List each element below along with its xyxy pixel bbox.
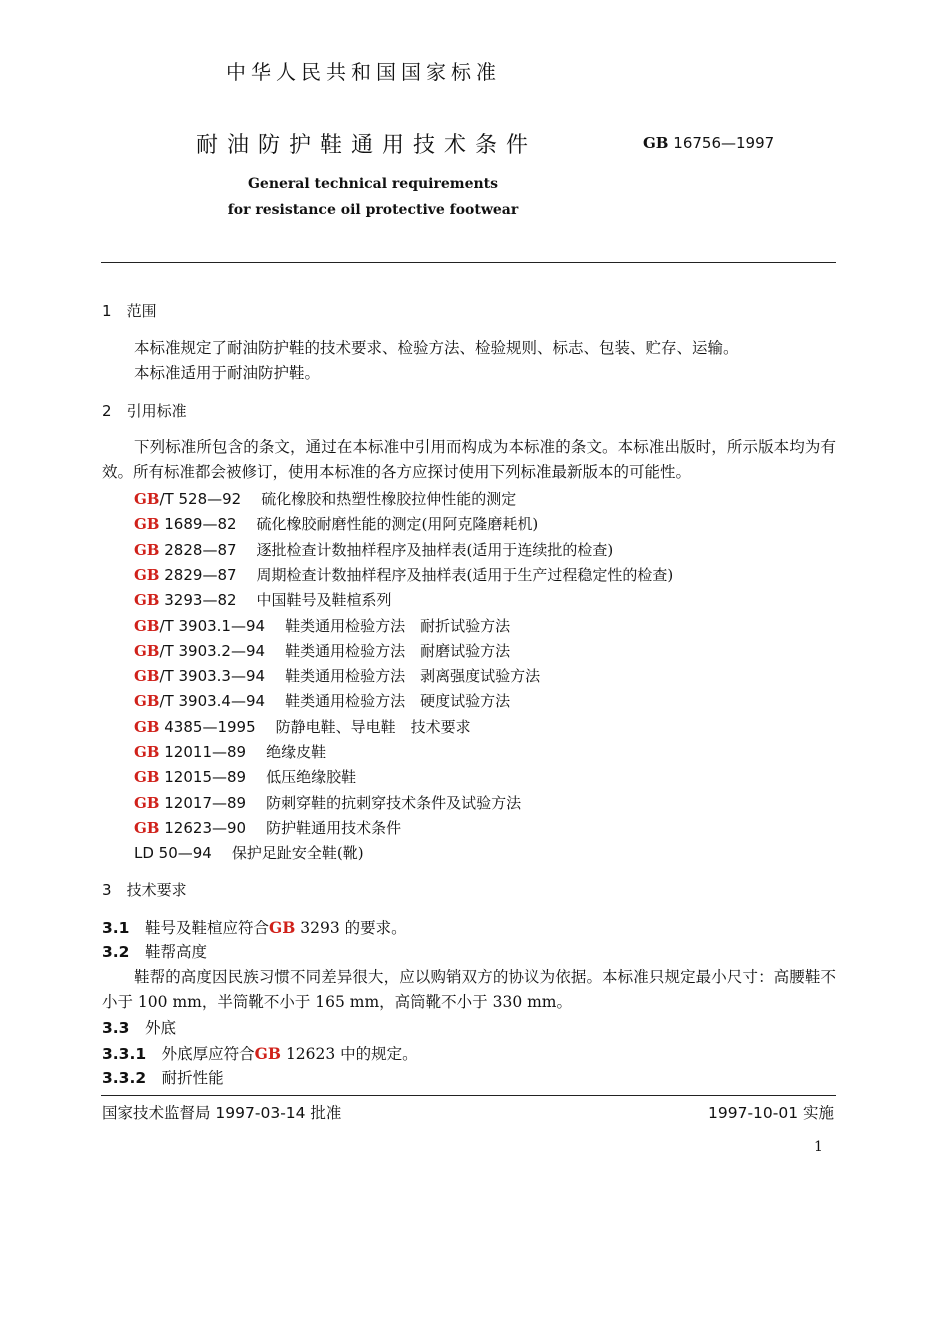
reference-code: /T 3903.1—94 xyxy=(159,616,266,635)
reference-code: /T 3903.2—94 xyxy=(159,641,266,660)
reference-prefix: GB xyxy=(134,540,160,559)
section-3-title: 技术要求 xyxy=(126,881,187,899)
reference-item xyxy=(134,488,516,509)
clause-3-3-title: 外底 xyxy=(144,1019,176,1037)
reference-prefix: GB xyxy=(134,717,160,736)
page-number: 1 xyxy=(814,1139,823,1155)
reference-title: 鞋类通用检验方法 硬度试验方法 xyxy=(285,692,511,711)
clause-3-1-text-before: 鞋号及鞋楦应符合 xyxy=(144,919,269,937)
standard-code xyxy=(643,134,774,152)
reference-prefix: GB xyxy=(134,565,160,584)
section-2-heading xyxy=(102,400,187,421)
reference-code: 2828—87 xyxy=(159,540,237,559)
clause-3-2-number: 3.2 xyxy=(102,943,130,961)
clause-3-3-number: 3.3 xyxy=(102,1019,130,1037)
reference-prefix: GB xyxy=(134,793,160,812)
reference-prefix: GB xyxy=(134,515,160,534)
clause-3-2-title: 鞋帮高度 xyxy=(144,943,207,961)
reference-item xyxy=(134,513,538,534)
reference-title: 绝缘皮鞋 xyxy=(266,743,327,761)
document-title: 耐油防护鞋通用技术条件 xyxy=(196,133,538,158)
reference-code: /T 3903.3—94 xyxy=(159,667,266,686)
reference-prefix: GB xyxy=(134,818,160,837)
reference-code: 2829—87 xyxy=(159,565,237,584)
clause-3-3-1 xyxy=(102,1041,418,1067)
reference-prefix: GB xyxy=(134,490,160,508)
clause-3-1-number: 3.1 xyxy=(102,919,130,937)
clause-3-3-1-text-after: 12623 中的规定。 xyxy=(281,1045,418,1063)
clause-3-2 xyxy=(102,940,207,965)
reference-title: 逐批检查计数抽样程序及抽样表(适用于连续批的检查) xyxy=(256,540,614,559)
reference-prefix: GB xyxy=(134,616,160,635)
reference-code: 12015—89 xyxy=(159,768,247,787)
reference-title: 防刺穿鞋的抗刺穿技术条件及试验方法 xyxy=(266,793,522,812)
reference-item xyxy=(134,792,521,813)
section-1-paragraph-1: 本标准规定了耐油防护鞋的技术要求、检验方法、检验规则、标志、包装、贮存、运输。 xyxy=(134,339,739,357)
reference-item xyxy=(134,615,510,636)
reference-title: 硫化橡胶耐磨性能的测定(用阿克隆磨耗机) xyxy=(256,515,539,534)
reference-prefix: GB xyxy=(134,743,160,761)
section-2-intro: 下列标准所包含的条文，通过在本标准中引用而构成为本标准的条文。本标准出版时，所示版本均为有效。所有标准都会被修订，使用本标准的各方应探讨使用下列标准最新版本的可能性。 xyxy=(102,438,836,481)
reference-code: LD 50—94 xyxy=(134,844,212,863)
reference-code: 1689—82 xyxy=(159,515,237,534)
clause-3-3-2-title: 耐折性能 xyxy=(161,1069,224,1087)
reference-title: 防静电鞋、导电鞋 技术要求 xyxy=(275,717,471,736)
clause-3-3-2-number: 3.3.2 xyxy=(102,1069,147,1087)
national-standard-heading: 中华人民共和国国家标准 xyxy=(226,60,501,84)
reference-code: /T 528—92 xyxy=(159,490,242,508)
english-title-line-2: for resistance oil protective footwear xyxy=(227,202,519,218)
reference-prefix: GB xyxy=(134,768,160,787)
clause-3-1-text-after: 3293 的要求。 xyxy=(295,919,407,937)
reference-item xyxy=(134,741,326,762)
reference-title: 鞋类通用检验方法 耐磨试验方法 xyxy=(285,641,511,660)
reference-title: 鞋类通用检验方法 耐折试验方法 xyxy=(285,616,511,635)
standard-code-prefix: GB xyxy=(643,134,669,152)
section-2-number: 2 xyxy=(102,402,112,420)
reference-item xyxy=(134,539,613,560)
clause-3-3-1-text-before: 外底厚应符合 xyxy=(161,1045,255,1063)
clause-3-3-2 xyxy=(102,1066,224,1091)
reference-code: 3293—82 xyxy=(159,591,237,610)
reference-item xyxy=(134,564,673,585)
reference-title: 硫化橡胶和热塑性橡胶拉伸性能的测定 xyxy=(261,490,517,508)
reference-title: 中国鞋号及鞋楦系列 xyxy=(256,591,392,610)
reference-item xyxy=(134,766,356,787)
clause-3-3-1-number: 3.3.1 xyxy=(102,1045,147,1063)
reference-code: 12017—89 xyxy=(159,793,247,812)
section-1-number: 1 xyxy=(102,302,112,320)
clause-3-2-paragraph: 鞋帮的高度因民族习惯不同差异很大，应以购销双方的协议为依据。本标准只规定最小尺寸：高腰鞋不小于 100 mm，半筒靴不小于 165 mm，高筒靴不小于 330 mm。 xyxy=(102,968,836,1011)
reference-title: 低压绝缘胶鞋 xyxy=(266,768,357,787)
reference-item xyxy=(134,640,510,661)
reference-code: /T 3903.4—94 xyxy=(159,692,266,711)
header-divider xyxy=(101,262,836,263)
footer-divider xyxy=(101,1095,836,1096)
reference-item xyxy=(134,589,392,610)
reference-title: 保护足趾安全鞋(靴) xyxy=(231,844,364,863)
clause-3-1-ref: GB xyxy=(269,918,296,937)
clause-3-3 xyxy=(102,1016,176,1041)
reference-prefix: GB xyxy=(134,641,160,660)
implementation-date: 1997-10-01 实施 xyxy=(708,1104,835,1122)
reference-item xyxy=(134,690,510,711)
section-1-paragraph-2: 本标准适用于耐油防护鞋。 xyxy=(134,364,321,382)
standard-code-number: 16756—1997 xyxy=(673,134,775,152)
reference-title: 防护鞋通用技术条件 xyxy=(266,818,402,837)
reference-code: 4385—1995 xyxy=(159,717,256,736)
reference-title: 鞋类通用检验方法 剥离强度试验方法 xyxy=(285,667,541,686)
section-1-heading xyxy=(102,300,157,321)
english-title-line-1: General technical requirements xyxy=(247,176,499,192)
reference-title: 周期检查计数抽样程序及抽样表(适用于生产过程稳定性的检查) xyxy=(256,565,674,584)
reference-prefix: GB xyxy=(134,692,160,711)
section-3-number: 3 xyxy=(102,881,112,899)
clause-3-3-1-ref: GB xyxy=(254,1044,282,1063)
reference-item xyxy=(134,665,540,686)
section-3-heading xyxy=(102,879,187,900)
section-1-title: 范围 xyxy=(126,302,157,320)
reference-item xyxy=(134,817,401,838)
section-2-title: 引用标准 xyxy=(126,402,187,420)
reference-item xyxy=(134,842,364,863)
reference-prefix: GB xyxy=(134,591,160,610)
reference-item xyxy=(134,716,471,737)
reference-prefix: GB xyxy=(134,667,160,686)
reference-code: 12623—90 xyxy=(159,818,247,837)
clause-3-1 xyxy=(102,915,407,941)
approval-date: 国家技术监督局 1997-03-14 批准 xyxy=(102,1104,342,1122)
reference-code: 12011—89 xyxy=(159,743,247,761)
